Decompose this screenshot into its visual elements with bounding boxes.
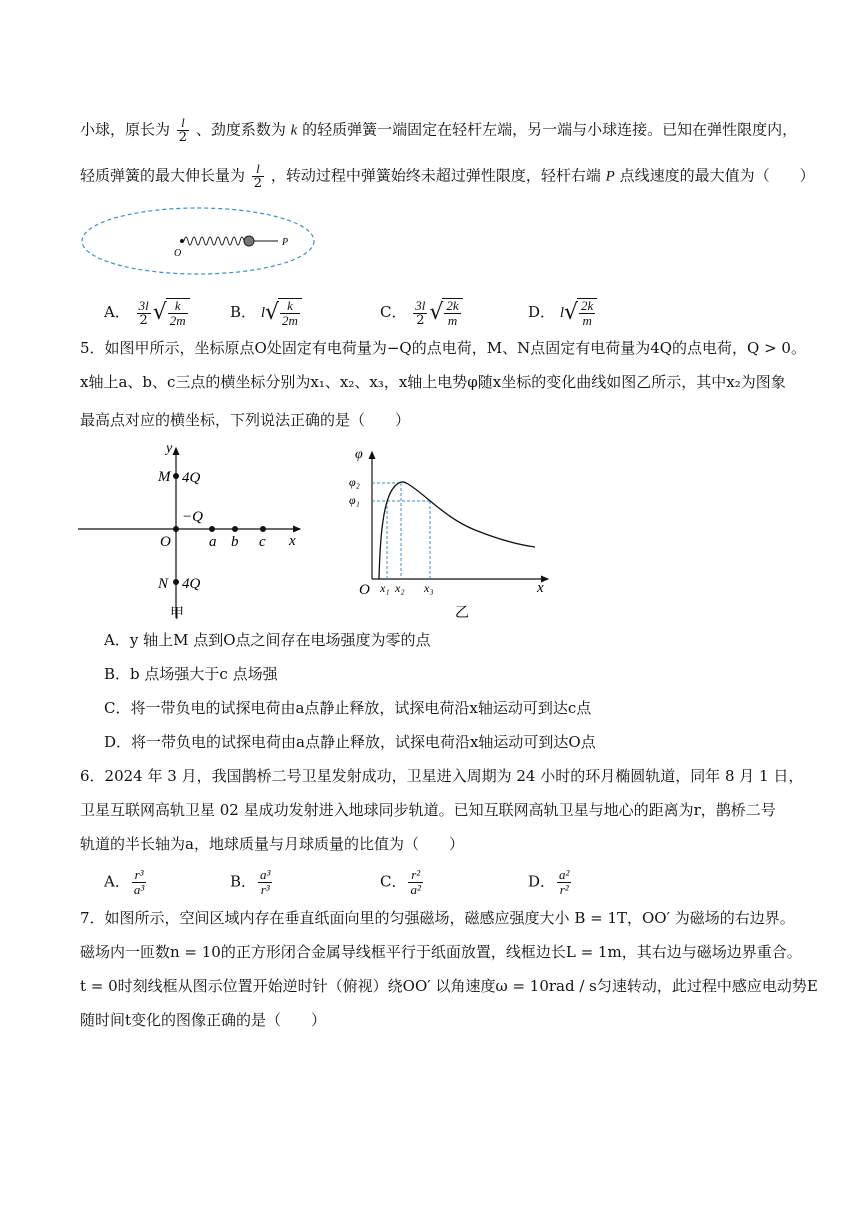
label-phi1: φ₁ bbox=[349, 493, 360, 507]
label-neg-Q: −Q bbox=[182, 509, 203, 525]
q5-option-d[interactable]: D．将一带负电的试探电荷由a点静止释放，试探电荷沿x轴运动可到达O点 bbox=[104, 733, 596, 751]
q5-figure-yi bbox=[345, 448, 555, 628]
label-b: b bbox=[231, 534, 239, 550]
label-x3: x₃ bbox=[424, 581, 434, 595]
label-M-charge: 4Q bbox=[182, 470, 201, 486]
q6-option-a[interactable]: A． $\frac{\text{r³}}{\text{a³}}$ bbox=[104, 867, 145, 897]
label-x: x bbox=[289, 533, 296, 549]
q4-option-a[interactable]: A． $\frac{3l}{2}$ √ $\frac{k}{2m}$ bbox=[104, 298, 190, 328]
caption-jia: 甲 bbox=[170, 607, 184, 622]
label-M: M bbox=[158, 469, 171, 485]
q6-option-d[interactable]: D． $\frac{\text{a²}}{\text{r²}}$ bbox=[528, 867, 570, 897]
label-O: O bbox=[359, 582, 370, 598]
label-x2: x₂ bbox=[395, 581, 405, 595]
q4-spring-figure bbox=[78, 200, 318, 280]
label-O: O bbox=[160, 534, 171, 550]
label-N-charge: 4Q bbox=[182, 576, 201, 592]
q4-option-d[interactable]: D． l√ $\frac{2k}{m}$ bbox=[528, 298, 597, 328]
q5-option-a[interactable]: A．y 轴上M 点到O点之间存在电场强度为零的点 bbox=[104, 631, 431, 649]
label-O: O bbox=[174, 248, 182, 259]
q5-option-b[interactable]: B．b 点场强大于c 点场强 bbox=[104, 665, 278, 683]
q4-option-c[interactable]: C． $\frac{3l}{2}$ √ $\frac{2k}{m}$ bbox=[380, 298, 463, 328]
q5-line-3: 最高点对应的横坐标，下列说法正确的是（ ） bbox=[80, 411, 411, 429]
label-phi2: φ₂ bbox=[349, 475, 360, 489]
q5-line-1: 5．如图甲所示，坐标原点O处固定有电荷量为−Q的点电荷，M、N点固定有电荷量为4Q的点电荷，Q > 0。 bbox=[80, 339, 806, 357]
label-x: x bbox=[537, 580, 544, 596]
label-N: N bbox=[158, 576, 169, 592]
q6-line-3: 轨道的半长轴为a，地球质量与月球质量的比值为（ ） bbox=[80, 835, 464, 853]
q7-line-2: 磁场内一匝数n = 10的正方形闭合金属导线框平行于纸面放置，线框边长L = 1m，其右边与磁场边界重合。 bbox=[80, 943, 802, 961]
q7-line-1: 7．如图所示，空间区域内存在垂直纸面向里的匀强磁场，磁感应强度大小 B = 1T，OO′ 为磁场的右边界。 bbox=[80, 909, 795, 927]
q4-line-1: 小球，原长为 $\frac{l}{2}$ 、劲度系数为 k 的轻质弹簧一端固定在轻杆左端，另一端与小球连接。已知在弹性限度内， bbox=[80, 115, 798, 145]
q5-option-c[interactable]: C．将一带负电的试探电荷由a点静止释放，试探电荷沿x轴运动可到达c点 bbox=[104, 699, 592, 717]
q6-line-2: 卫星互联网高轨卫星 02 星成功发射进入地球同步轨道。已知互联网高轨卫星与地心的距离为r，鹊桥二号 bbox=[80, 801, 776, 819]
label-x1: x₁ bbox=[380, 581, 390, 595]
q4-option-b[interactable]: B． l√ $\frac{k}{2m}$ bbox=[230, 298, 302, 328]
fraction-l-over-2: $\frac{l}{2}$ bbox=[253, 161, 263, 191]
q5-line-2: x轴上a、b、c三点的横坐标分别为x₁、x₂、x₃，x轴上电势φ随x坐标的变化曲线如图乙所示，其中x₂为图象 bbox=[80, 373, 786, 391]
q5-figure-jia bbox=[78, 440, 308, 630]
caption-yi: 乙 bbox=[455, 606, 469, 621]
label-P: P bbox=[282, 237, 289, 248]
q6-option-b[interactable]: B． $\frac{\text{a³}}{\text{r³}}$ bbox=[230, 867, 271, 897]
label-phi: φ bbox=[355, 448, 363, 462]
label-c: c bbox=[259, 534, 266, 550]
label-a: a bbox=[209, 534, 217, 550]
q7-line-3: t = 0时刻线框从图示位置开始逆时针（俯视）绕OO′ 以角速度ω = 10rad / s匀速转动，此过程中感应电动势E bbox=[80, 977, 818, 995]
q6-line-1: 6．2024 年 3 月，我国鹊桥二号卫星发射成功，卫星进入周期为 24 小时的环月椭圆轨道，同年 8 月 1 日， bbox=[80, 767, 804, 785]
q6-option-c[interactable]: C． $\frac{\text{r²}}{\text{a²}}$ bbox=[380, 867, 421, 897]
label-y: y bbox=[166, 441, 173, 456]
q7-line-4: 随时间t变化的图像正确的是（ ） bbox=[80, 1011, 327, 1029]
fraction-l-over-2: $\frac{l}{2}$ bbox=[178, 115, 188, 145]
q4-line-2: 轻质弹簧的最大伸长量为 $\frac{l}{2}$ ，转动过程中弹簧始终未超过弹性限度，轻杆右端 P 点线速度的最大值为（ ） bbox=[80, 161, 815, 191]
